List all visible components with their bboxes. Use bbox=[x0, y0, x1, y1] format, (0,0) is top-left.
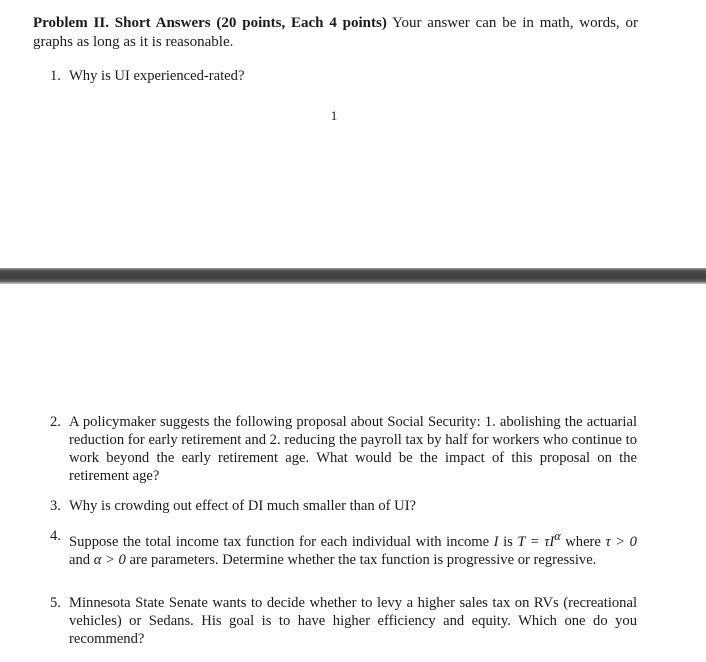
question-text: Minnesota State Senate wants to decide whether to levy a higher sales tax on RVs (recreational vehicles) or Sedans. His goal is to have higher efficiency and equity. Which one do you recommend? bbox=[69, 595, 637, 647]
question-text: Suppose the total income tax function for each individual with income I is $T = \tau I^\alpha$ where τ > 0 and α > 0 are parameters. Determine whether the tax function is progressive or regressive. bbox=[69, 529, 637, 568]
question-5 bbox=[50, 594, 637, 648]
question-4 bbox=[50, 527, 637, 569]
question-number: 4. bbox=[50, 528, 61, 544]
problem-heading bbox=[33, 14, 638, 52]
question-2 bbox=[50, 413, 637, 485]
page-separator bbox=[0, 268, 706, 284]
question-number: 1. bbox=[50, 68, 61, 84]
question-text: Why is crowding out effect of DI much smaller than of UI? bbox=[69, 498, 417, 514]
problem-title: Problem II. Short Answers (20 points, Each 4 points) bbox=[33, 15, 387, 31]
variable-income: I bbox=[493, 533, 499, 550]
tax-formula: $T = \tau I^\alpha$ bbox=[517, 529, 561, 550]
problem-instruction: Your answer can be in math, words, or graphs as long as it is reasonable. bbox=[33, 15, 639, 50]
question-text: A policymaker suggests the following proposal about Social Security: 1. abolishing the actuarial reduction for early retirement and 2. reducing the payroll tax by half for workers who continue to work beyond the early retirement age. What would be the impact of this proposal on the retirement age? bbox=[69, 414, 637, 484]
page-1 bbox=[0, 0, 706, 268]
page-number: 1 bbox=[330, 108, 338, 123]
question-1 bbox=[50, 67, 637, 85]
condition-tau: τ > 0 bbox=[605, 533, 637, 550]
question-text: Why is UI experienced-rated? bbox=[69, 68, 245, 84]
question-3 bbox=[50, 497, 637, 515]
condition-alpha: α > 0 bbox=[93, 551, 126, 568]
question-number: 2. bbox=[50, 414, 61, 430]
question-number: 5. bbox=[50, 595, 61, 611]
page-2 bbox=[0, 284, 706, 662]
question-number: 3. bbox=[50, 498, 61, 514]
